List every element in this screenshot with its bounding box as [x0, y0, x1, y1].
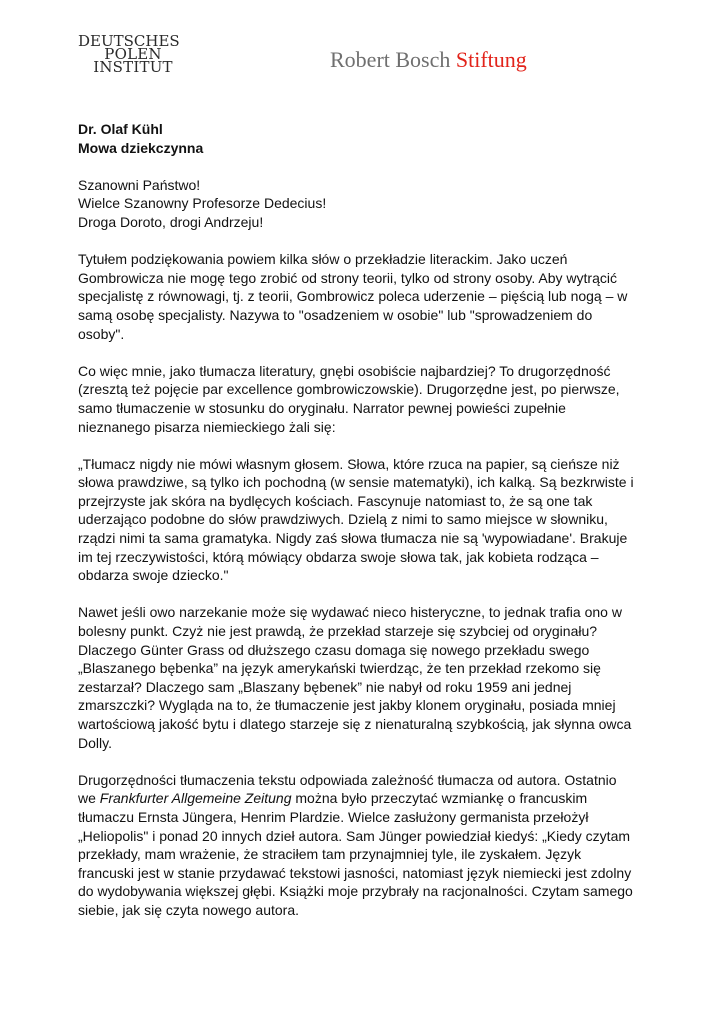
greeting-line: Droga Doroto, drogi Andrzeju! [78, 213, 264, 230]
greeting-line: Szanowni Państwo! [78, 176, 201, 193]
paragraph [78, 771, 638, 920]
paragraph: Nawet jeśli owo narzekanie może się wydawać nieco histeryczne, to jednak trafia ono w bolesny punkt. Czyż nie jest prawdą, że przekład starzeje się szybciej od oryginału? Dlaczego Günter Grass od dłuższego czasu domaga się nowego przekładu swego „Blaszanego bębenka” na język amerykański twierdząc, że ten przekład rzekomo się zestarzał? Dlaczego sam „Blaszany bębenek” nie nabył od roku 1959 ani jednej zmarszczki? Wygląda na to, że tłumaczenie jest jakby klonem oryginału, posiada mniej wartościową jakość bytu i dlatego starzeje się z nienaturalną szybkością, jak słynna owca Dolly. [78, 604, 632, 751]
robert-bosch-stiftung-logo [330, 47, 527, 73]
paragraph: Tytułem podziękowania powiem kilka słów o przekładzie literackim. Jako uczeń Gombrowicza nie mogę tego zrobić od strony teorii, tylko od strony osoby. Aby wytrącić specjalistę z równowagi, tj. z teorii, Gombrowicz poleca uderzenie – pięścią lub nogą – w samą osobę specjalisty. Nazywa to "osadzeniem w osobie" lub "sprowadzeniem do osoby". [78, 251, 628, 342]
paragraph-text: można było przeczytać wzmiankę o francuskim tłumaczu Ernsta Jüngera, Henrim Plardzie. Wielce zasłużony germanista przełożył „Heliopolis" i ponad 20 innych dzieł autora. Sam Jünger powiedział kiedyś: „Kiedy czytam przekłady, mam wrażenie, że straciłem tam przynajmniej tyle, ile zyskałem. Język francuski jest w stanie przydawać tekstowi jasności, natomiast język niemiecki jest zdolny do wydobywania większej głębi. Książki moje przybrały na racjonalności. Czytam samego siebie, jak się czyta nowego autora. [78, 790, 633, 918]
author-heading [78, 120, 638, 157]
quote-paragraph: „Tłumacz nigdy nie mówi własnym głosem. Słowa, które rzuca na papier, są cieńsze niż słowa prawdziwe, są tylko ich pochodną (w sensie matematyki), ich kalką. Są bezkrwiste i przejrzyste jak skóra na bydlęcych kościach. Fascynuje natomiast to, że są one tak uderzająco podobne do słów prawdziwych. Dzielą z nimi to samo miejsce w słowniku, rządzi nimi ta sama gramatyka. Nigdy zaś słowa tłumacza nie są 'wypowiadane'. Brakuje im tej rzeczywistości, którą mówiący obdarza swoje słowa tak, jak kobieta rodząca – obdarza swoje dziecko." [78, 455, 634, 584]
deutsches-polen-institut-logo [78, 32, 188, 76]
paragraph-text: Drugorzędności tłumaczenia tekstu odpowiada zależność tłumacza od autora. Ostatnio we [78, 771, 617, 807]
rbs-logo-name: Robert Bosch [330, 47, 451, 72]
document-body [78, 120, 638, 938]
greetings [78, 176, 638, 232]
paragraph: Co więc mnie, jako tłumacza literatury, gnębi osobiście najbardziej? To drugorzędność (zresztą też pojęcie par excellence gombrowiczowskie). Drugorzędne jest, po pierwsze, samo tłumaczenie w stosunku do oryginału. Narrator pewnej powieści zupełnie nieznanego pisarza niemieckiego żali się: [78, 362, 620, 435]
rbs-logo-accent: Stiftung [455, 47, 527, 72]
author-name: Dr. Olaf Kühl [78, 121, 163, 137]
greeting-line: Wielce Szanowny Profesorze Dedecius! [78, 195, 327, 212]
newspaper-title: Frankfurter Allgemeine Zeitung [99, 790, 292, 807]
dpi-logo-line3: INSTITUT [93, 58, 173, 76]
dpi-logo-line1: DEUTSCHES [78, 32, 180, 50]
document-title: Mowa dziekczynna [78, 139, 204, 156]
dpi-logo-line2: POLEN [104, 45, 162, 63]
